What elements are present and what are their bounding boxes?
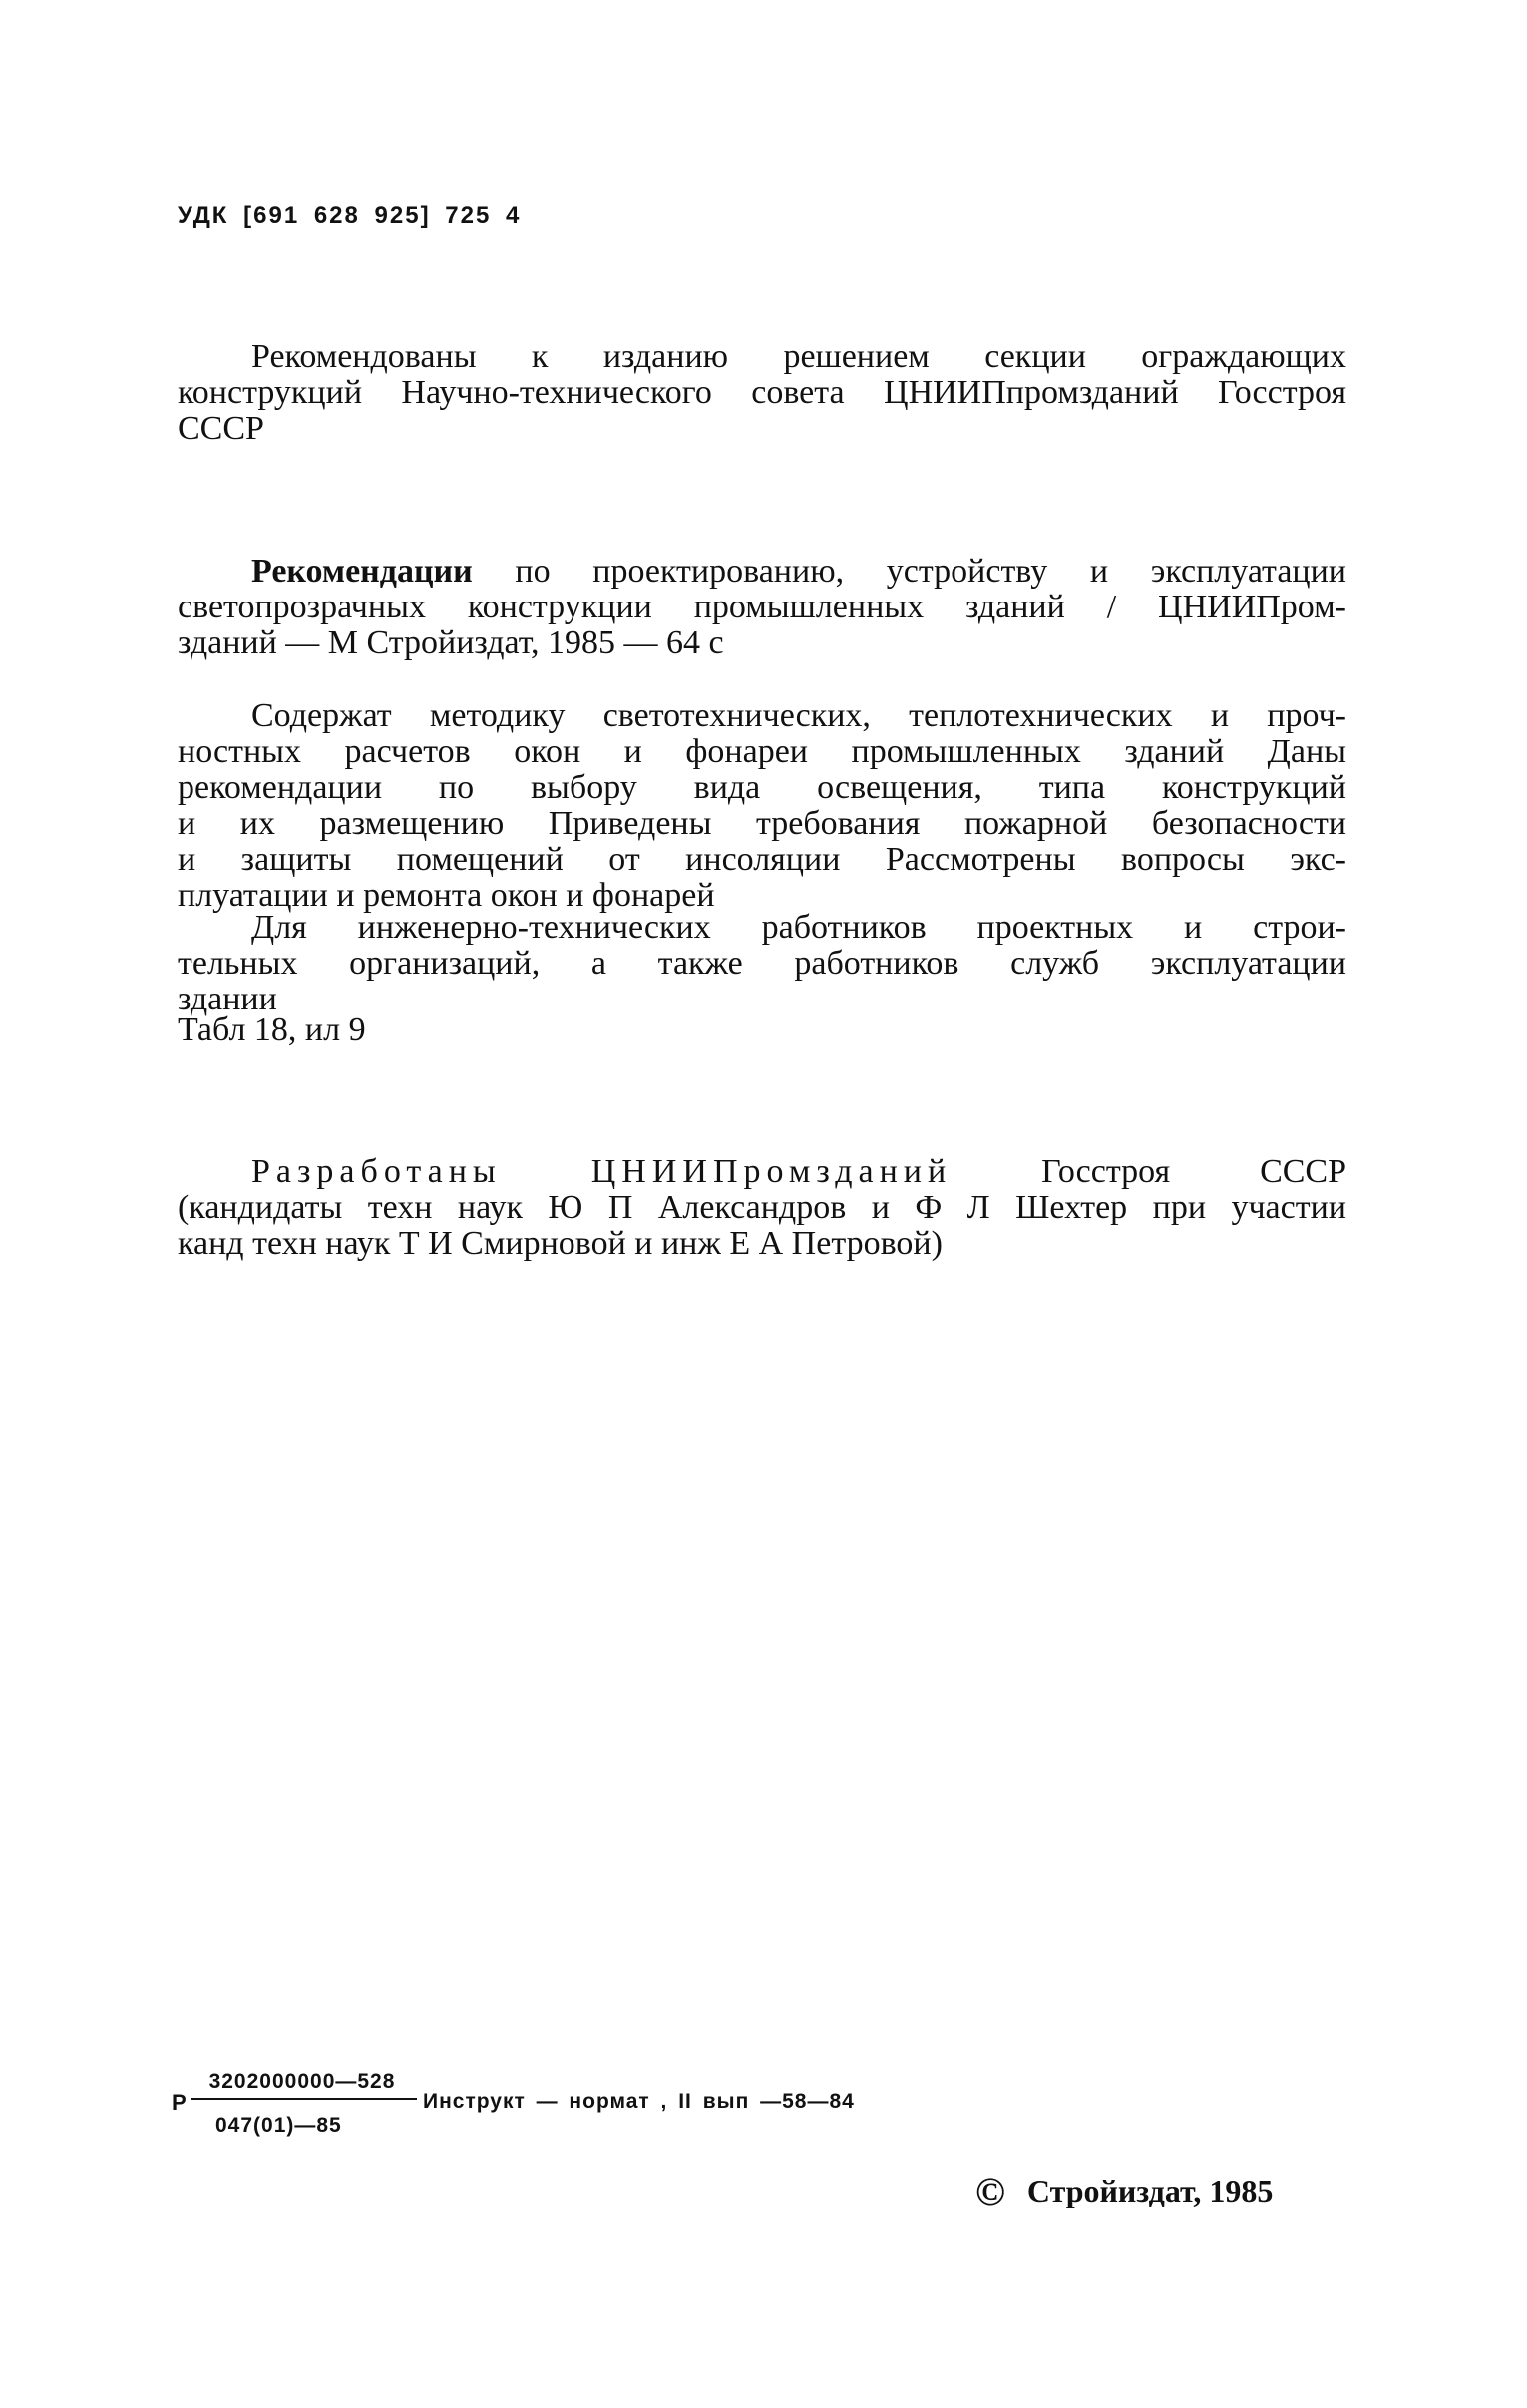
abstract-line-5: и защиты помещений от инсоляции Рассмотрены вопросы экс-	[178, 841, 1346, 878]
copyright-icon: ©	[975, 2169, 1005, 2213]
udc-code: УДК [691 628 925] 725 4	[178, 202, 522, 229]
code-numerator: 3202000000—528	[208, 2070, 396, 2093]
abstract-line-3: рекомендации по выбору вида освещения, типа конструкций	[178, 769, 1346, 806]
audience-note	[178, 910, 1346, 1017]
devs-line-2: (кандидаты техн наук Ю П Александров и Ф Л Шехтер при участии	[178, 1189, 1346, 1226]
code-denominator: 047(01)—85	[215, 2114, 342, 2137]
code-fraction-bar	[191, 2098, 417, 2100]
abstract-line-4: и их размещению Приведены требования пожарной безопасности	[178, 805, 1346, 842]
approval-line-2: конструкций Научно-технического совета ЦНИИПпромзданий Госстроя	[178, 374, 1346, 411]
developers-note	[178, 1154, 1346, 1262]
biblio-line-1	[178, 554, 1346, 590]
devs-line-3: канд техн наук Т И Смирновой и инж Е А Петровой)	[178, 1225, 943, 1262]
biblio-lead-bold: Рекомендации	[251, 553, 473, 590]
copyright-notice	[975, 2168, 1273, 2214]
biblio-line-3: зданий — М Стройиздат, 1985 — 64 с	[178, 624, 724, 661]
bibliographic-record	[178, 554, 1346, 661]
devs-spaced-org: ЦНИИПромзданий	[590, 1153, 953, 1190]
devs-line-1-rest: Госстроя СССР	[1041, 1153, 1347, 1190]
code-prefix: Р	[172, 2090, 187, 2115]
abstract-line-2: ностных расчетов окон и фонареи промышленных зданий Даны	[178, 733, 1346, 770]
approval-line-3: СССР	[178, 410, 264, 447]
tables-illustrations-count: Табл 18, ил 9	[178, 1011, 366, 1048]
approval-line-1: Рекомендованы к изданию решением секции ограждающих	[251, 338, 1346, 375]
audience-line-1: Для инженерно-технических работников проектных и строи-	[251, 909, 1346, 946]
abstract	[178, 698, 1346, 914]
biblio-line-2: светопрозрачных конструкции промышленных зданий / ЦНИИПром-	[178, 589, 1346, 625]
biblio-line-1-rest: по проектированию, устройству и эксплуатации	[472, 553, 1346, 590]
audience-line-3: здании	[178, 981, 277, 1017]
code-tail: Инструкт — нормат , II вып —58—84	[423, 2090, 855, 2113]
devs-spaced-lead: Разработаны	[251, 1153, 502, 1190]
abstract-line-6: плуатации и ремонта окон и фонарей	[178, 877, 715, 914]
audience-line-2: тельных организаций, а также работников служб эксплуатации	[178, 945, 1346, 982]
approval-note	[178, 339, 1346, 447]
abstract-line-1: Содержат методику светотехнических, теплотехнических и проч-	[251, 697, 1346, 734]
copyright-text: Стройиздат, 1985	[1026, 2173, 1274, 2208]
devs-line-1	[178, 1154, 1346, 1190]
